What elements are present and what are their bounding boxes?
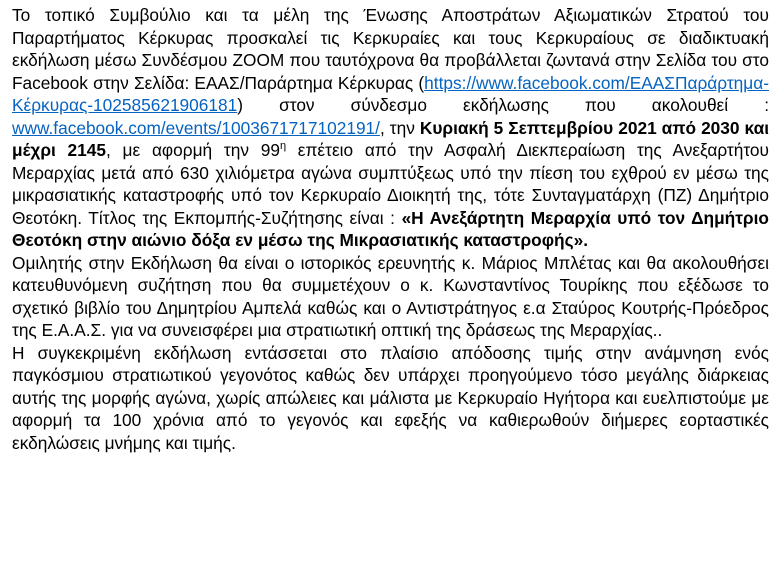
facebook-event-link[interactable]: www.facebook.com/events/1003671717102191/ — [12, 117, 380, 138]
after-page-link-text: ) στον σύνδεσμο εκδήλωσης που ακολουθεί : — [237, 95, 769, 115]
ordinal-superscript: η — [279, 140, 287, 153]
paragraph-invitation — [12, 4, 769, 252]
invitation-intro-text: Το τοπικό Συμβούλιο και τα μέλη της Ένωσης Αποστράτων Αξιωματικών Στρατού του Παραρτήματος Κέρκυρας προσκαλεί τις Κερκυραίες και τους Κερκυραίους σε διαδικτυακή εκδήλωση μέσω Συνδέσμου ZOOM που ταυτόχρονα θα προβάλλεται ζωντανά στην Σελίδα του στο Facebook στην Σελίδα: ΕΑΑΣ/Παράρτημα Κέρκυρας ( — [12, 5, 769, 93]
document-body — [12, 4, 769, 454]
occasion-text-pre: , με αφορμή την 99 — [106, 140, 280, 160]
before-date-text: , την — [379, 117, 420, 138]
event-date-time: Κυριακή 5 Σεπτεμβρίου 2021 από 2030 και μέχρι 2145 — [12, 117, 769, 160]
event-title: «Η Ανεξάρτητη Μεραρχία υπό τον Δημήτριο Θεοτόκη στην αιώνιο δόξα εν μέσω της Μικρασιατικής καταστροφής». — [12, 207, 769, 250]
occasion-text-post: επέτειο από την Ασφαλή Διεκπεραίωση της Ανεξαρτήτου Μεραρχίας μετά από 630 χιλιόμετρα αγώνα συμπτύξεως υπό την πίεση του εχθρού εν μέσω της μικρασιατικής καταστροφής υπό τον Κερκυραίο Διοικητή της, τότε Συνταγματάρχη (ΠΖ) Δημήτριο Θεοτόκη. Τίτλος της Εκπομπής-Συζήτησης είναι : — [12, 140, 769, 228]
paragraph-context: Η συγκεκριμένη εκδήλωση εντάσσεται στο πλαίσιο απόδοσης τιμής στην ανάμνηση ενός παγκόσμιου στρατιωτικού γεγονότος καθώς δεν υπάρχει προηγούμενο τόσο μεγάλης διάρκειας αυτής της μορφής αγώνα, χωρίς απώλειες και μάλιστα με Κερκυραίο Ηγήτορα και ευελπιστούμε με αφορμή τα 100 χρόνια από το γεγονός και εφεξής να καθιερωθούν διήμερες εορταστικές εκδηλώσεις μνήμης και τιμής. — [12, 342, 769, 453]
facebook-page-link[interactable]: https://www.facebook.com/ΕΑΑΣΠαράρτημα-Κέρκυρας-102585621906181 — [12, 72, 769, 115]
paragraph-speakers: Ομιλητής στην Εκδήλωση θα είναι ο ιστορικός ερευνητής κ. Μάριος Μπλέτας και θα ακολουθήσει κατευθυνόμενη συζήτηση που θα συμμετέχουν ο κ. Κωνσταντίνος Τουρίκης που εξέδωσε το σχετικό βιβλίο του Δημητρίου Αμπελά καθώς και ο Αντιστράτηγος ε.α Σταύρος Κουτρής-Πρόεδρος της Ε.Α.Α.Σ. για να συνεισφέρει μια στρατιωτική οπτική της δράσεως της Μεραρχίας.. — [12, 252, 769, 340]
